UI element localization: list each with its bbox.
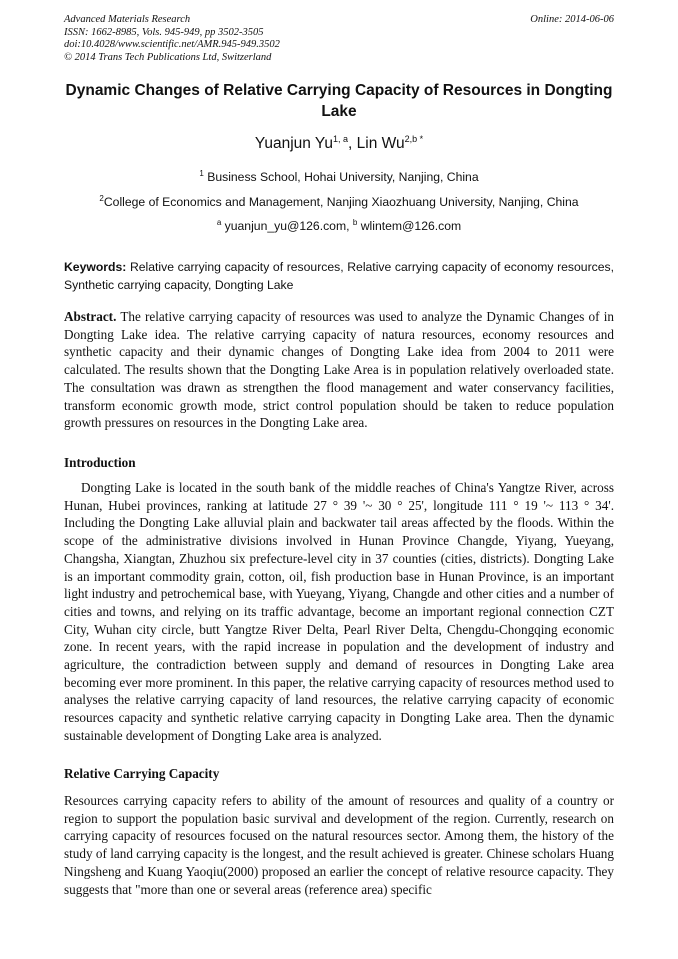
author-separator: ,	[348, 135, 357, 152]
email-line	[64, 219, 614, 233]
email-address: wlintem@126.com	[357, 219, 462, 233]
issn-line: ISSN: 1662-8985, Vols. 945-949, pp 3502-3505	[64, 26, 264, 38]
affiliation-text: Business School, Hohai University, Nanjing, China	[203, 170, 479, 184]
email-marker: b	[352, 217, 358, 227]
email-marker: a	[216, 217, 222, 227]
author-name: Yuanjun Yu	[254, 135, 334, 152]
introduction-paragraph: Dongting Lake is located in the south bank of the middle reaches of China's Yangtze River, across Hunan, Hubei provinces, ranking at latitude 27 ° 39 '~ 30 ° 25', longitude 111 ° 19 '~ 113 ° 34'. Including the Dongting Lake alluvial plain and backwater tail areas affected by the floods. Within the scope of the administrative divisions involved in Hunan Province Changde, Yiyang, Yueyang, Changsha, Xiangtan, Zhuzhou six prefecture-level city in 37 counties (cities, districts). Dongting Lake is an important commodity grain, cotton, oil, fish production base in Hunan Province, is an important light industry and petrochemical base, with Yueyang, Yiyang, Changde and other cities and a number of cities and towns, and relying on its traffic advantage, become an important regional connection CZT City, Wuhan city circle, butt Yangtze River Delta, Pearl River Delta, Chengdu-Chongqing economic zone. In recent years, with the rapid increase in population and the development of industry and agriculture, the contradiction between supply and demand of resources in Dongting Lake area becoming ever more prominent. In this paper, the relative carrying capacity of resources method used to analyses the relative carrying capacity of land resources, the relative carrying capacity of economic resources capacity and synthetic relative carrying capacity in Dongting Lake area. Then the dynamic sustainable development of Dongting Lake area is analyzed.	[64, 480, 614, 743]
author-superscript: 2,b *	[404, 133, 424, 144]
author-line	[64, 135, 614, 153]
email-address: yuanjun_yu@126.com,	[221, 219, 353, 233]
author-superscript: 1, a	[333, 133, 349, 144]
abstract-paragraph	[64, 308, 614, 432]
keywords-text: Relative carrying capacity of resources, Relative carrying capacity of economy resources, Synthetic carrying capacity, Dongting Lake	[64, 260, 614, 292]
keywords-paragraph	[64, 259, 614, 294]
journal-name: Advanced Materials Research	[64, 14, 191, 25]
paper-title: Dynamic Changes of Relative Carrying Capacity of Resources in Dongting Lake	[65, 82, 613, 120]
introduction-heading: Introduction	[64, 455, 136, 470]
relative-carrying-capacity-paragraph: Resources carrying capacity refers to ability of the amount of resources and quality of a country or region to support the population basic survival and development of the region. Currently, research on carrying capacity of resources focused on the natural resources sector. Among them, the history of the study of land carrying capacity is the longest, and the result achieved is greater. Chinese scholars Huang Ningsheng and Kuang Yaoqiu(2000) proposed an earlier the concept of relative resource capacity. They suggests that "more than one or several areas (reference area) specific	[64, 793, 614, 897]
relative-carrying-capacity-heading: Relative Carrying Capacity	[64, 766, 220, 781]
affiliation-1	[64, 170, 614, 184]
affiliation-marker: 1	[199, 168, 204, 178]
abstract-text: The relative carrying capacity of resources was used to analyze the Dynamic Changes of in Dongting Lake idea. The relative carrying capacity of natura resources, economy resources and synthetic capacity and their dynamic changes of Dongting Lake idea from 2004 to 2011 were calculated. The results shown that the Dongting Lake Area is in population relatively overloaded state. The consultation was drawn as strengthen the flood management and water conservancy facilities, transform economic growth mode, strict control population should be taken to reduce population growth pressures on resources in the Dongting Lake area.	[64, 309, 614, 431]
affiliation-2	[64, 195, 614, 209]
doi-line: doi:10.4028/www.scientific.net/AMR.945-949.3502	[64, 39, 280, 51]
abstract-label: Abstract.	[64, 309, 117, 324]
copyright-line: © 2014 Trans Tech Publications Ltd, Switzerland	[64, 51, 272, 63]
author-name: Lin Wu	[356, 135, 405, 152]
online-date: Online: 2014-06-06	[530, 14, 614, 25]
journal-header	[64, 14, 280, 64]
keywords-label: Keywords:	[64, 260, 127, 274]
affiliation-text: College of Economics and Management, Nanjing Xiaozhuang University, Nanjing, China	[103, 195, 579, 209]
affiliation-marker: 2	[99, 193, 104, 203]
